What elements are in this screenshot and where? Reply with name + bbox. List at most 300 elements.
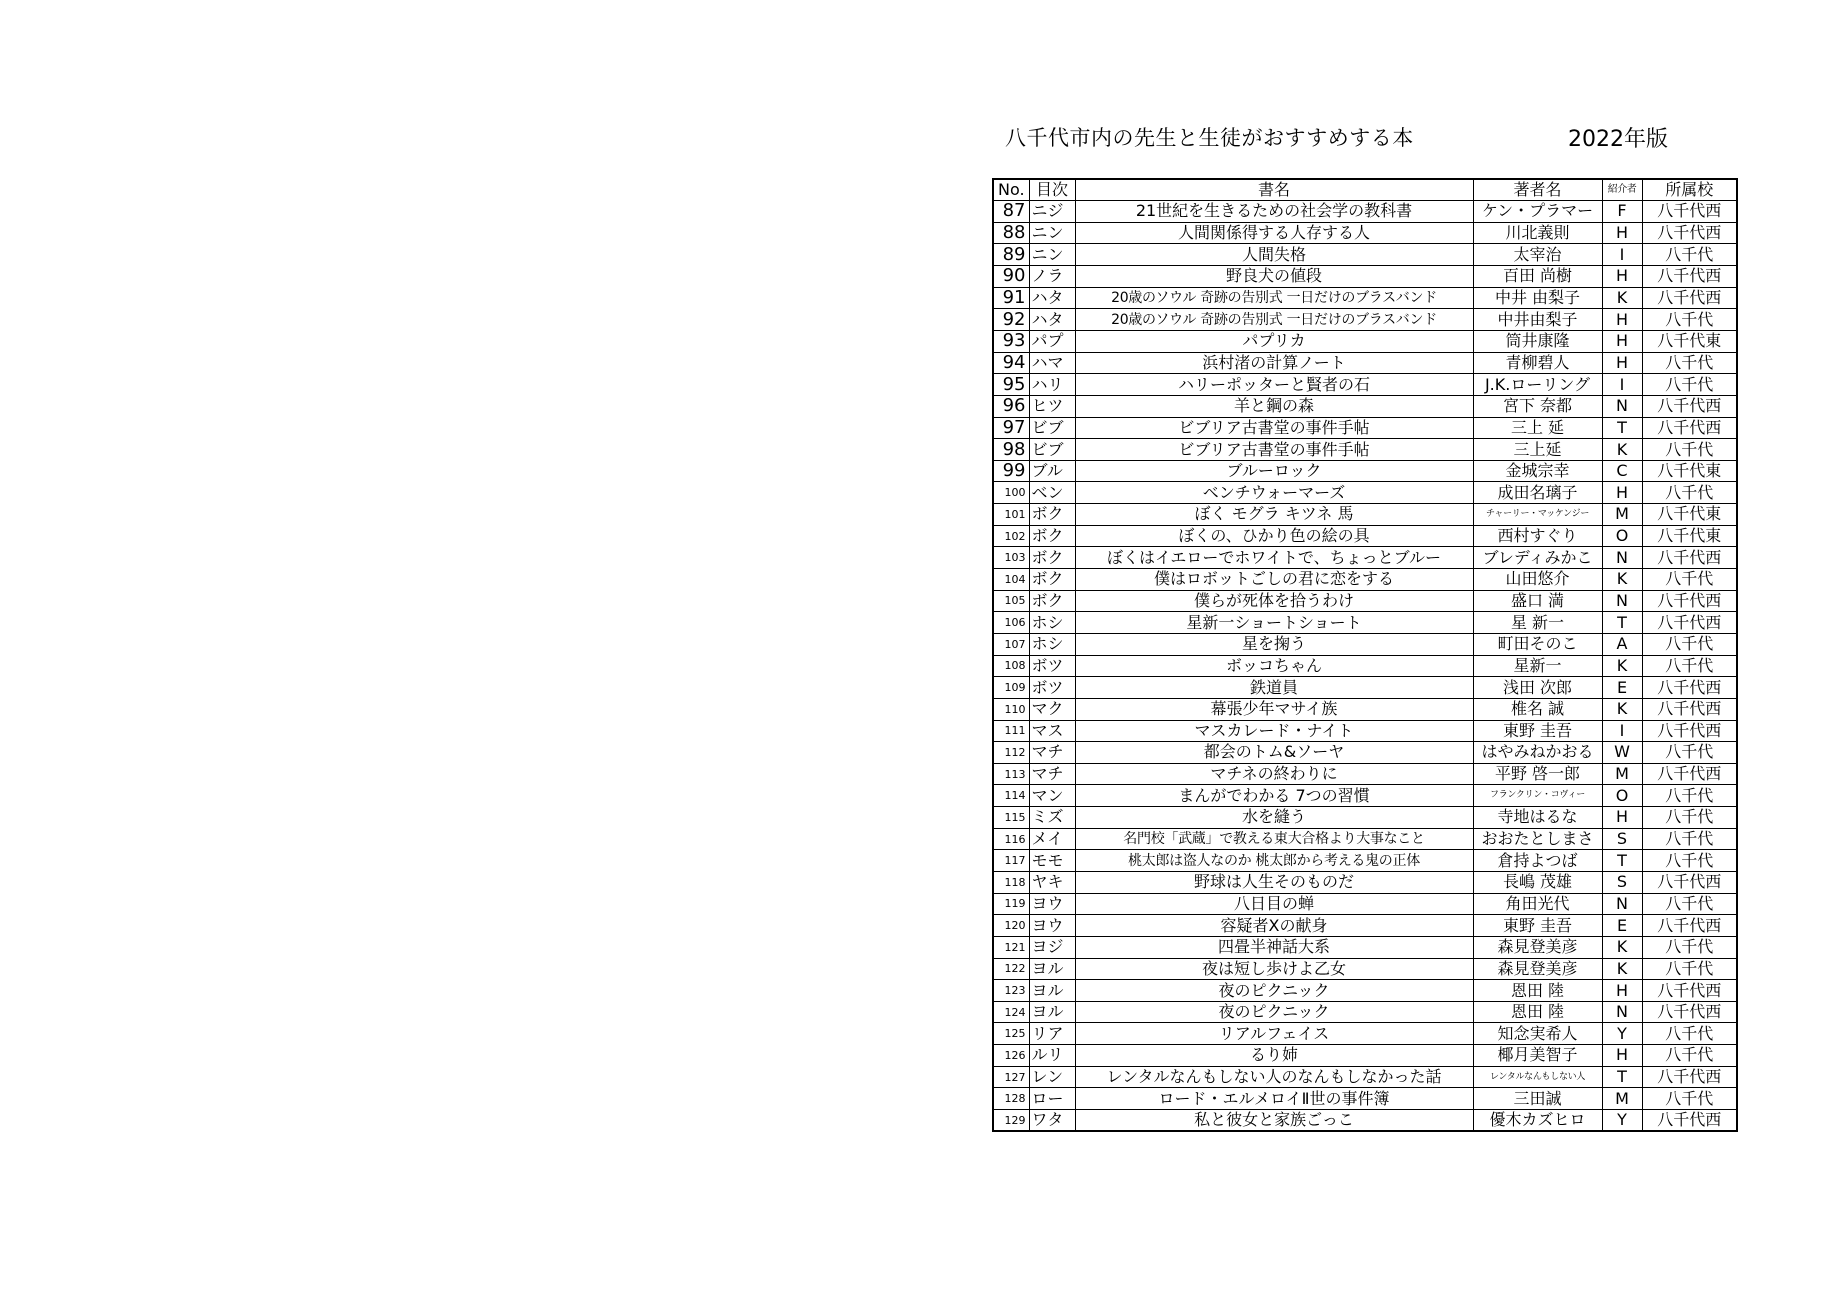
row-school: 八千代 xyxy=(1642,893,1737,915)
row-referrer: M xyxy=(1602,763,1642,785)
row-school: 八千代西 xyxy=(1642,1110,1737,1132)
row-author: おおたとしまさ xyxy=(1473,828,1602,850)
row-author: 三上延 xyxy=(1473,439,1602,461)
row-school: 八千代西 xyxy=(1642,287,1737,309)
header-book-title: 書名 xyxy=(1075,179,1473,201)
row-author: ケン・プラマー xyxy=(1473,201,1602,223)
table-row xyxy=(993,980,1737,1002)
table-row xyxy=(993,850,1737,872)
row-school: 八千代 xyxy=(1642,352,1737,374)
row-school: 八千代 xyxy=(1642,742,1737,764)
row-number: 118 xyxy=(993,872,1029,894)
table-row xyxy=(993,569,1737,591)
row-book-title: 僕らが死体を拾うわけ xyxy=(1075,590,1473,612)
row-school: 八千代西 xyxy=(1642,417,1737,439)
row-author: 平野 啓一郎 xyxy=(1473,763,1602,785)
table-row xyxy=(993,590,1737,612)
row-author: 青柳碧人 xyxy=(1473,352,1602,374)
row-referrer: S xyxy=(1602,872,1642,894)
row-author: 東野 圭吾 xyxy=(1473,720,1602,742)
row-author: 恩田 陸 xyxy=(1473,1001,1602,1023)
page-title: 八千代市内の先生と生徒がおすすめする本 xyxy=(1005,126,1414,150)
row-index: ボツ xyxy=(1029,677,1075,699)
row-number: 92 xyxy=(993,309,1029,331)
row-author: 中井 由梨子 xyxy=(1473,287,1602,309)
table-row xyxy=(993,330,1737,352)
table-row xyxy=(993,633,1737,655)
row-referrer: K xyxy=(1602,936,1642,958)
row-referrer: H xyxy=(1602,222,1642,244)
row-author: 星 新一 xyxy=(1473,612,1602,634)
table-row xyxy=(993,1045,1737,1067)
row-author: 金城宗幸 xyxy=(1473,460,1602,482)
table-row xyxy=(993,439,1737,461)
row-number: 117 xyxy=(993,850,1029,872)
row-referrer: A xyxy=(1602,633,1642,655)
row-author: 倉持よつば xyxy=(1473,850,1602,872)
row-index: ロー xyxy=(1029,1088,1075,1110)
row-referrer: N xyxy=(1602,590,1642,612)
table-row xyxy=(993,460,1737,482)
header-index: 目次 xyxy=(1029,179,1075,201)
row-referrer: K xyxy=(1602,655,1642,677)
row-book-title: 野良犬の値段 xyxy=(1075,266,1473,288)
row-index: マチ xyxy=(1029,742,1075,764)
row-number: 124 xyxy=(993,1001,1029,1023)
row-index: ハタ xyxy=(1029,309,1075,331)
row-book-title: リアルフェイス xyxy=(1075,1023,1473,1045)
table-row xyxy=(993,525,1737,547)
header-referrer: 紹介者 xyxy=(1602,179,1642,201)
row-referrer: I xyxy=(1602,374,1642,396)
row-school: 八千代西 xyxy=(1642,222,1737,244)
row-school: 八千代西 xyxy=(1642,763,1737,785)
row-referrer: H xyxy=(1602,807,1642,829)
row-school: 八千代 xyxy=(1642,1045,1737,1067)
header-no: No. xyxy=(993,179,1029,201)
row-referrer: C xyxy=(1602,460,1642,482)
row-index: ミズ xyxy=(1029,807,1075,829)
row-number: 89 xyxy=(993,244,1029,266)
row-author: 三田誠 xyxy=(1473,1088,1602,1110)
table-row xyxy=(993,1066,1737,1088)
row-number: 129 xyxy=(993,1110,1029,1132)
row-number: 110 xyxy=(993,698,1029,720)
row-school: 八千代 xyxy=(1642,936,1737,958)
row-school: 八千代 xyxy=(1642,309,1737,331)
header-school: 所属校 xyxy=(1642,179,1737,201)
row-referrer: N xyxy=(1602,395,1642,417)
row-number: 106 xyxy=(993,612,1029,634)
row-number: 127 xyxy=(993,1066,1029,1088)
row-referrer: E xyxy=(1602,915,1642,937)
row-index: ヨル xyxy=(1029,1001,1075,1023)
row-index: ボツ xyxy=(1029,655,1075,677)
row-book-title: 夜は短し歩けよ乙女 xyxy=(1075,958,1473,980)
table-row xyxy=(993,287,1737,309)
row-referrer: I xyxy=(1602,244,1642,266)
table-row xyxy=(993,763,1737,785)
row-referrer: H xyxy=(1602,1045,1642,1067)
row-book-title: 名門校「武蔵」で教える東大合格より大事なこと xyxy=(1075,828,1473,850)
row-school: 八千代西 xyxy=(1642,677,1737,699)
book-list-table xyxy=(992,178,1738,1132)
row-number: 115 xyxy=(993,807,1029,829)
row-referrer: K xyxy=(1602,287,1642,309)
row-school: 八千代 xyxy=(1642,439,1737,461)
table-row xyxy=(993,785,1737,807)
table-row xyxy=(993,677,1737,699)
table-row xyxy=(993,1023,1737,1045)
row-book-title: 20歳のソウル 奇跡の告別式 一日だけのブラスバンド xyxy=(1075,287,1473,309)
row-number: 97 xyxy=(993,417,1029,439)
row-school: 八千代西 xyxy=(1642,612,1737,634)
table-row xyxy=(993,958,1737,980)
row-book-title: ぼくの、ひかり色の絵の具 xyxy=(1075,525,1473,547)
table-row xyxy=(993,828,1737,850)
row-author: 恩田 陸 xyxy=(1473,980,1602,1002)
row-author: 星新一 xyxy=(1473,655,1602,677)
row-book-title: ぼく モグラ キツネ 馬 xyxy=(1075,504,1473,526)
row-number: 112 xyxy=(993,742,1029,764)
row-author: 浅田 次郎 xyxy=(1473,677,1602,699)
table-row xyxy=(993,482,1737,504)
row-number: 88 xyxy=(993,222,1029,244)
table-row xyxy=(993,352,1737,374)
table-header-row xyxy=(993,179,1737,201)
row-index: ニジ xyxy=(1029,201,1075,223)
row-index: ホシ xyxy=(1029,633,1075,655)
row-book-title: 幕張少年マサイ族 xyxy=(1075,698,1473,720)
row-index: レン xyxy=(1029,1066,1075,1088)
row-author: 森見登美彦 xyxy=(1473,936,1602,958)
row-number: 95 xyxy=(993,374,1029,396)
row-index: ハマ xyxy=(1029,352,1075,374)
row-number: 114 xyxy=(993,785,1029,807)
row-referrer: M xyxy=(1602,1088,1642,1110)
edition-label: 2022年版 xyxy=(1568,127,1668,152)
row-book-title: 羊と鋼の森 xyxy=(1075,395,1473,417)
row-referrer: Y xyxy=(1602,1110,1642,1132)
row-index: ノラ xyxy=(1029,266,1075,288)
row-book-title: 八日目の蝉 xyxy=(1075,893,1473,915)
row-number: 90 xyxy=(993,266,1029,288)
row-referrer: S xyxy=(1602,828,1642,850)
row-school: 八千代 xyxy=(1642,850,1737,872)
table-row xyxy=(993,417,1737,439)
row-index: パプ xyxy=(1029,330,1075,352)
row-book-title: ぼくはイエローでホワイトで、ちょっとブルー xyxy=(1075,547,1473,569)
row-number: 87 xyxy=(993,201,1029,223)
row-index: ヨウ xyxy=(1029,915,1075,937)
row-index: リア xyxy=(1029,1023,1075,1045)
row-book-title: 人間関係得する人存する人 xyxy=(1075,222,1473,244)
row-number: 119 xyxy=(993,893,1029,915)
row-referrer: N xyxy=(1602,1001,1642,1023)
row-index: ボク xyxy=(1029,504,1075,526)
row-book-title: 夜のピクニック xyxy=(1075,980,1473,1002)
row-author: 太宰治 xyxy=(1473,244,1602,266)
row-author: 椰月美智子 xyxy=(1473,1045,1602,1067)
row-author: チャーリー・マッケンジー xyxy=(1473,504,1602,526)
row-school: 八千代 xyxy=(1642,807,1737,829)
row-school: 八千代 xyxy=(1642,958,1737,980)
row-referrer: I xyxy=(1602,720,1642,742)
row-index: マチ xyxy=(1029,763,1075,785)
row-index: ヨル xyxy=(1029,980,1075,1002)
row-book-title: 水を縫う xyxy=(1075,807,1473,829)
row-book-title: 桃太郎は盗人なのか 桃太郎から考える鬼の正体 xyxy=(1075,850,1473,872)
row-index: ヨル xyxy=(1029,958,1075,980)
row-index: ハタ xyxy=(1029,287,1075,309)
row-book-title: 人間失格 xyxy=(1075,244,1473,266)
table-row xyxy=(993,395,1737,417)
row-book-title: 容疑者Xの献身 xyxy=(1075,915,1473,937)
row-book-title: パプリカ xyxy=(1075,330,1473,352)
row-school: 八千代西 xyxy=(1642,547,1737,569)
row-book-title: ベンチウォーマーズ xyxy=(1075,482,1473,504)
row-number: 126 xyxy=(993,1045,1029,1067)
row-school: 八千代西 xyxy=(1642,1066,1737,1088)
table-row xyxy=(993,201,1737,223)
table-row xyxy=(993,807,1737,829)
table-row xyxy=(993,698,1737,720)
row-index: ヨウ xyxy=(1029,893,1075,915)
row-index: ビブ xyxy=(1029,439,1075,461)
row-school: 八千代西 xyxy=(1642,720,1737,742)
table-row xyxy=(993,504,1737,526)
row-author: 寺地はるな xyxy=(1473,807,1602,829)
row-school: 八千代西 xyxy=(1642,915,1737,937)
row-author: フランクリン・コヴィー xyxy=(1473,785,1602,807)
row-referrer: K xyxy=(1602,569,1642,591)
row-number: 128 xyxy=(993,1088,1029,1110)
row-referrer: H xyxy=(1602,980,1642,1002)
row-index: ホシ xyxy=(1029,612,1075,634)
row-index: ニン xyxy=(1029,244,1075,266)
row-author: 宮下 奈都 xyxy=(1473,395,1602,417)
row-index: マク xyxy=(1029,698,1075,720)
row-school: 八千代 xyxy=(1642,374,1737,396)
row-number: 94 xyxy=(993,352,1029,374)
row-index: ボク xyxy=(1029,547,1075,569)
table-row xyxy=(993,1001,1737,1023)
row-referrer: W xyxy=(1602,742,1642,764)
row-index: メイ xyxy=(1029,828,1075,850)
row-book-title: 四畳半神話大系 xyxy=(1075,936,1473,958)
row-school: 八千代 xyxy=(1642,569,1737,591)
row-school: 八千代西 xyxy=(1642,872,1737,894)
row-school: 八千代東 xyxy=(1642,330,1737,352)
row-number: 103 xyxy=(993,547,1029,569)
row-school: 八千代 xyxy=(1642,633,1737,655)
row-referrer: T xyxy=(1602,612,1642,634)
row-author: レンタルなんもしない人 xyxy=(1473,1066,1602,1088)
row-number: 104 xyxy=(993,569,1029,591)
row-index: ボク xyxy=(1029,569,1075,591)
row-school: 八千代西 xyxy=(1642,698,1737,720)
table-body xyxy=(993,201,1737,1132)
row-school: 八千代西 xyxy=(1642,266,1737,288)
row-number: 96 xyxy=(993,395,1029,417)
row-author: 長嶋 茂雄 xyxy=(1473,872,1602,894)
table-row xyxy=(993,547,1737,569)
row-book-title: ブルーロック xyxy=(1075,460,1473,482)
row-number: 102 xyxy=(993,525,1029,547)
row-school: 八千代 xyxy=(1642,785,1737,807)
row-referrer: N xyxy=(1602,547,1642,569)
row-author: 川北義則 xyxy=(1473,222,1602,244)
row-school: 八千代 xyxy=(1642,244,1737,266)
row-referrer: H xyxy=(1602,482,1642,504)
row-index: ヒツ xyxy=(1029,395,1075,417)
row-school: 八千代西 xyxy=(1642,395,1737,417)
row-author: 優木カズヒロ xyxy=(1473,1110,1602,1132)
row-index: ヤキ xyxy=(1029,872,1075,894)
row-referrer: O xyxy=(1602,785,1642,807)
row-index: ベン xyxy=(1029,482,1075,504)
row-referrer: T xyxy=(1602,417,1642,439)
row-book-title: ロード・エルメロイⅡ世の事件簿 xyxy=(1075,1088,1473,1110)
row-school: 八千代 xyxy=(1642,828,1737,850)
row-author: 森見登美彦 xyxy=(1473,958,1602,980)
row-index: ボク xyxy=(1029,590,1075,612)
row-book-title: るり姉 xyxy=(1075,1045,1473,1067)
table-row xyxy=(993,612,1737,634)
row-author: ブレディみかこ xyxy=(1473,547,1602,569)
row-referrer: K xyxy=(1602,698,1642,720)
row-book-title: ハリーポッターと賢者の石 xyxy=(1075,374,1473,396)
row-number: 99 xyxy=(993,460,1029,482)
row-school: 八千代東 xyxy=(1642,525,1737,547)
row-index: ニン xyxy=(1029,222,1075,244)
row-number: 125 xyxy=(993,1023,1029,1045)
row-author: 知念実希人 xyxy=(1473,1023,1602,1045)
row-school: 八千代西 xyxy=(1642,1001,1737,1023)
table-row xyxy=(993,655,1737,677)
row-index: ハリ xyxy=(1029,374,1075,396)
row-referrer: T xyxy=(1602,850,1642,872)
table-row xyxy=(993,1110,1737,1132)
row-school: 八千代 xyxy=(1642,1088,1737,1110)
row-referrer: H xyxy=(1602,330,1642,352)
row-author: 中井由梨子 xyxy=(1473,309,1602,331)
row-referrer: O xyxy=(1602,525,1642,547)
row-referrer: H xyxy=(1602,266,1642,288)
row-number: 93 xyxy=(993,330,1029,352)
row-index: ブル xyxy=(1029,460,1075,482)
row-index: ルリ xyxy=(1029,1045,1075,1067)
row-number: 107 xyxy=(993,633,1029,655)
row-number: 122 xyxy=(993,958,1029,980)
row-book-title: 夜のピクニック xyxy=(1075,1001,1473,1023)
row-book-title: レンタルなんもしない人のなんもしなかった話 xyxy=(1075,1066,1473,1088)
row-index: マン xyxy=(1029,785,1075,807)
row-index: ビブ xyxy=(1029,417,1075,439)
row-book-title: ビブリア古書堂の事件手帖 xyxy=(1075,439,1473,461)
table-row xyxy=(993,1088,1737,1110)
row-referrer: K xyxy=(1602,439,1642,461)
row-book-title: マチネの終わりに xyxy=(1075,763,1473,785)
table-row xyxy=(993,872,1737,894)
table-row xyxy=(993,374,1737,396)
row-index: ボク xyxy=(1029,525,1075,547)
row-number: 98 xyxy=(993,439,1029,461)
row-book-title: マスカレード・ナイト xyxy=(1075,720,1473,742)
row-referrer: K xyxy=(1602,958,1642,980)
table-row xyxy=(993,936,1737,958)
row-school: 八千代東 xyxy=(1642,504,1737,526)
row-book-title: 星を掬う xyxy=(1075,633,1473,655)
row-number: 108 xyxy=(993,655,1029,677)
row-school: 八千代東 xyxy=(1642,460,1737,482)
table-row xyxy=(993,309,1737,331)
row-book-title: まんがでわかる 7つの習慣 xyxy=(1075,785,1473,807)
row-index: マス xyxy=(1029,720,1075,742)
row-author: 山田悠介 xyxy=(1473,569,1602,591)
row-author: 成田名璃子 xyxy=(1473,482,1602,504)
header-author: 著者名 xyxy=(1473,179,1602,201)
row-author: 百田 尚樹 xyxy=(1473,266,1602,288)
table-row xyxy=(993,893,1737,915)
row-book-title: 鉄道員 xyxy=(1075,677,1473,699)
row-book-title: 都会のトム&ソーヤ xyxy=(1075,742,1473,764)
row-book-title: 浜村渚の計算ノート xyxy=(1075,352,1473,374)
row-book-title: 僕はロボットごしの君に恋をする xyxy=(1075,569,1473,591)
row-author: J.K.ローリング xyxy=(1473,374,1602,396)
row-number: 91 xyxy=(993,287,1029,309)
row-referrer: T xyxy=(1602,1066,1642,1088)
row-book-title: ボッコちゃん xyxy=(1075,655,1473,677)
row-number: 113 xyxy=(993,763,1029,785)
row-referrer: H xyxy=(1602,352,1642,374)
row-number: 109 xyxy=(993,677,1029,699)
row-referrer: F xyxy=(1602,201,1642,223)
row-author: 西村すぐり xyxy=(1473,525,1602,547)
row-school: 八千代西 xyxy=(1642,590,1737,612)
row-index: モモ xyxy=(1029,850,1075,872)
row-number: 121 xyxy=(993,936,1029,958)
row-author: 東野 圭吾 xyxy=(1473,915,1602,937)
row-number: 105 xyxy=(993,590,1029,612)
row-school: 八千代 xyxy=(1642,655,1737,677)
row-index: ヨジ xyxy=(1029,936,1075,958)
row-author: 盛口 満 xyxy=(1473,590,1602,612)
row-referrer: E xyxy=(1602,677,1642,699)
row-author: 町田そのこ xyxy=(1473,633,1602,655)
row-index: ワタ xyxy=(1029,1110,1075,1132)
row-referrer: N xyxy=(1602,893,1642,915)
row-book-title: 20歳のソウル 奇跡の告別式 一日だけのブラスバンド xyxy=(1075,309,1473,331)
row-book-title: 私と彼女と家族ごっこ xyxy=(1075,1110,1473,1132)
table-row xyxy=(993,222,1737,244)
row-number: 100 xyxy=(993,482,1029,504)
row-number: 120 xyxy=(993,915,1029,937)
row-book-title: 21世紀を生きるための社会学の教科書 xyxy=(1075,201,1473,223)
table-row xyxy=(993,244,1737,266)
row-author: 椎名 誠 xyxy=(1473,698,1602,720)
row-referrer: H xyxy=(1602,309,1642,331)
row-referrer: Y xyxy=(1602,1023,1642,1045)
row-number: 116 xyxy=(993,828,1029,850)
table-row xyxy=(993,266,1737,288)
table-row xyxy=(993,915,1737,937)
row-number: 123 xyxy=(993,980,1029,1002)
row-author: はやみねかおる xyxy=(1473,742,1602,764)
table-row xyxy=(993,720,1737,742)
row-school: 八千代西 xyxy=(1642,201,1737,223)
row-school: 八千代 xyxy=(1642,1023,1737,1045)
